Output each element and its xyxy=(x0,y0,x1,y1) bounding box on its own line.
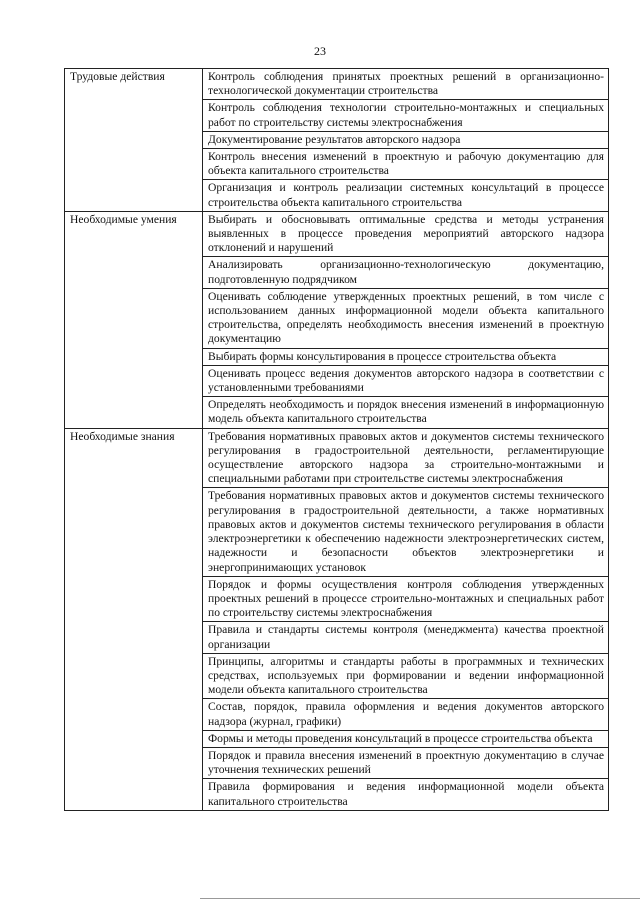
table-cell: Определять необходимость и порядок внесения изменений в информационную модель объекта капитального строительства xyxy=(203,397,609,428)
table-cell: Требования нормативных правовых актов и документов системы технического регулирования в градостроительной деятельности, регламентирующие осуществление авторского надзора за строительно-монтажными и специальными работами при строительстве системы электроснабжения xyxy=(203,428,609,488)
table-cell: Состав, порядок, правила оформления и ведения документов авторского надзора (журнал, графики) xyxy=(203,699,609,730)
table-cell: Анализировать организационно-технологическую документацию, подготовленную подрядчиком xyxy=(203,257,609,288)
table-cell: Требования нормативных правовых актов и документов системы технического регулирования в градостроительной деятельности, а также нормативных правовых актов и документов системы технического регулирования в области электроэнергетики к обеспечению надежности электроэнергетических систем, надежности и безопасности объектов электроэнергетики и энергопринимающих установок xyxy=(203,488,609,576)
table-row xyxy=(65,428,609,488)
table-cell: Оценивать процесс ведения документов авторского надзора в соответствии с установленными требованиями xyxy=(203,365,609,396)
page-edge-divider xyxy=(200,898,640,899)
section-label-required-knowledge: Необходимые знания xyxy=(65,428,203,810)
page-number: 23 xyxy=(314,44,326,58)
table-cell: Порядок и правила внесения изменений в проектную документацию в случае уточнения технических решений xyxy=(203,747,609,778)
table-cell: Оценивать соблюдение утвержденных проектных решений, в том числе с использованием данных информационной модели объекта капитального строительства, определять необходимость внесения изменений в проектную документацию xyxy=(203,288,609,348)
table-cell: Правила формирования и ведения информационной модели объекта капитального строительства xyxy=(203,779,609,810)
table-cell: Документирование результатов авторского надзора xyxy=(203,131,609,148)
table-cell: Организация и контроль реализации системных консультаций в процессе строительства объекта капитального строительства xyxy=(203,180,609,211)
table-cell: Контроль внесения изменений в проектную и рабочую документацию для объекта капитального строительства xyxy=(203,149,609,180)
table-cell: Формы и методы проведения консультаций в процессе строительства объекта xyxy=(203,730,609,747)
table-row xyxy=(65,69,609,100)
table-cell: Контроль соблюдения принятых проектных решений в организационно-технологической документации строительства xyxy=(203,69,609,100)
table-cell: Правила и стандарты системы контроля (менеджмента) качества проектной организации xyxy=(203,622,609,653)
competency-table xyxy=(64,68,609,811)
table-cell: Выбирать формы консультирования в процессе строительства объекта xyxy=(203,348,609,365)
table-cell: Контроль соблюдения технологии строительно-монтажных и специальных работ по строительству системы электроснабжения xyxy=(203,100,609,131)
section-label-required-skills: Необходимые умения xyxy=(65,211,203,428)
table-cell: Порядок и формы осуществления контроля соблюдения утвержденных проектных решений в процессе строительно-монтажных и специальных работ по строительству системы электроснабжения xyxy=(203,576,609,622)
section-label-labor-actions: Трудовые действия xyxy=(65,69,203,212)
table-row xyxy=(65,211,609,257)
table-cell: Принципы, алгоритмы и стандарты работы в программных и технических средствах, используемых при формировании и ведении информационной модели объекта капитального строительства xyxy=(203,653,609,699)
table-cell: Выбирать и обосновывать оптимальные средства и методы устранения выявленных в процессе проведения мероприятий авторского надзора отклонений и нарушений xyxy=(203,211,609,257)
